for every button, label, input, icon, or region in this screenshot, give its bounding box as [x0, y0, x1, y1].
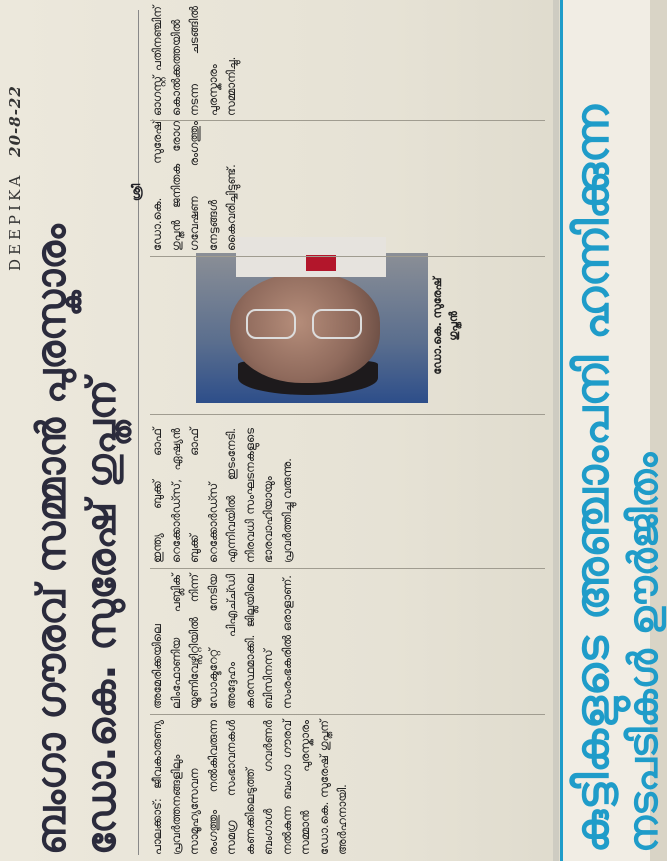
column-text: ഇന്ത്യ ബുക്ക് ഓഫ് റെക്കോർഡ്സ്, ഏഷ്യൻ ബുക്ക് ഓഫ് റെക്കോർഡ്സ് എന്നിവയിൽ ഇടംനേടി. നിരവധി സംഘടനകളുടെ ഭാരവാഹിയായും പ്രവർത്തിച്ചു വരുന്നു. — [150, 428, 294, 563]
column-text: പാലക്കാട്: ജീവകാരുണ്യ പ്രവർത്തനങ്ങളിലും സാമൂഹ്യസേവന രംഗത്തും നൽകിവരുന്ന സമഗ്ര സംഭാവനകൾ കണക്കിലെടുത്ത് ബംഗാൾ ഗവർണർ നൽകുന്ന ബംഗാ ഗൗരവ് സമ്മാൻ പുരസ്കാരം ഡോ.കെ. സുരേഷ് ഗുപ്തന് അർഹനായി. — [150, 720, 349, 855]
banner-rule — [560, 0, 563, 861]
small-mark: ശ്രീ — [130, 183, 143, 201]
column-text: ഡോ.കെ. സുരേഷ് ഗുപ്തൻ ജനിതക രോഗ ഗവേഷണ രംഗത്തും നേട്ടങ്ങൾ കൈവരിച്ചിട്ടുണ്ട്. — [150, 121, 238, 251]
column-divider — [150, 568, 545, 569]
column-divider — [150, 256, 545, 257]
next-headline-line-2: നടപടികൾ ഊർജിതം — [621, 452, 667, 853]
headline-line-1: ബംഗാ ഗൗരവ് സമ്മാൻ പുരസ്കാരം — [29, 224, 75, 855]
column-divider — [150, 714, 545, 715]
publication-name: DEEPIKA — [6, 171, 24, 271]
photo-caption — [430, 251, 462, 401]
dateline — [6, 85, 24, 271]
article-column-4 — [148, 121, 241, 251]
next-headline-line-1: കുട്ടികളുടെ അഞ്ചാംപനി ഹന്നിക്കുന്ന — [565, 105, 619, 853]
article-column-2 — [148, 574, 296, 709]
headline-line-2: ഡോ.കെ. സുരേഷ് ഗുപ്തന് — [79, 379, 125, 855]
next-article-banner — [560, 0, 667, 861]
clipping-edge — [553, 0, 559, 861]
caption-line-2: ഗുപ്തൻ — [447, 311, 460, 341]
caption-line-1: ഡോ.കെ. സുരേഷ് — [431, 277, 444, 375]
article-column-5 — [148, 6, 241, 116]
column-text: അമേരിക്കയിലെ ലിംഫോണിയ പബ്ലിക് യൂണിവേഴ്സിറ്റിയിൽ നിന്ന് ഡോക്ടറേറ്റ് നേടിയ അദ്ദേഹം പിഎച്ച്ഡി കരസ്ഥമാക്കി. ജില്ലയിലെ ബിസിനസ് സംരംഭകരിൽ ഒരാളാണ്. — [150, 574, 294, 709]
headline-rule — [138, 10, 139, 855]
handwritten-date: 20-8-22 — [6, 85, 24, 157]
article-column-1 — [148, 720, 352, 855]
column-divider — [150, 120, 545, 121]
article-column-3 — [148, 428, 296, 563]
column-text: ഓഗസ്റ്റ് പതിനഞ്ചിന് കൊൽക്കത്തയിൽ നടന്ന ചടങ്ങിൽ പുരസ്കാരം സമ്മാനിച്ചു. — [150, 6, 238, 116]
portrait-photo — [196, 253, 428, 403]
column-divider — [150, 414, 545, 415]
